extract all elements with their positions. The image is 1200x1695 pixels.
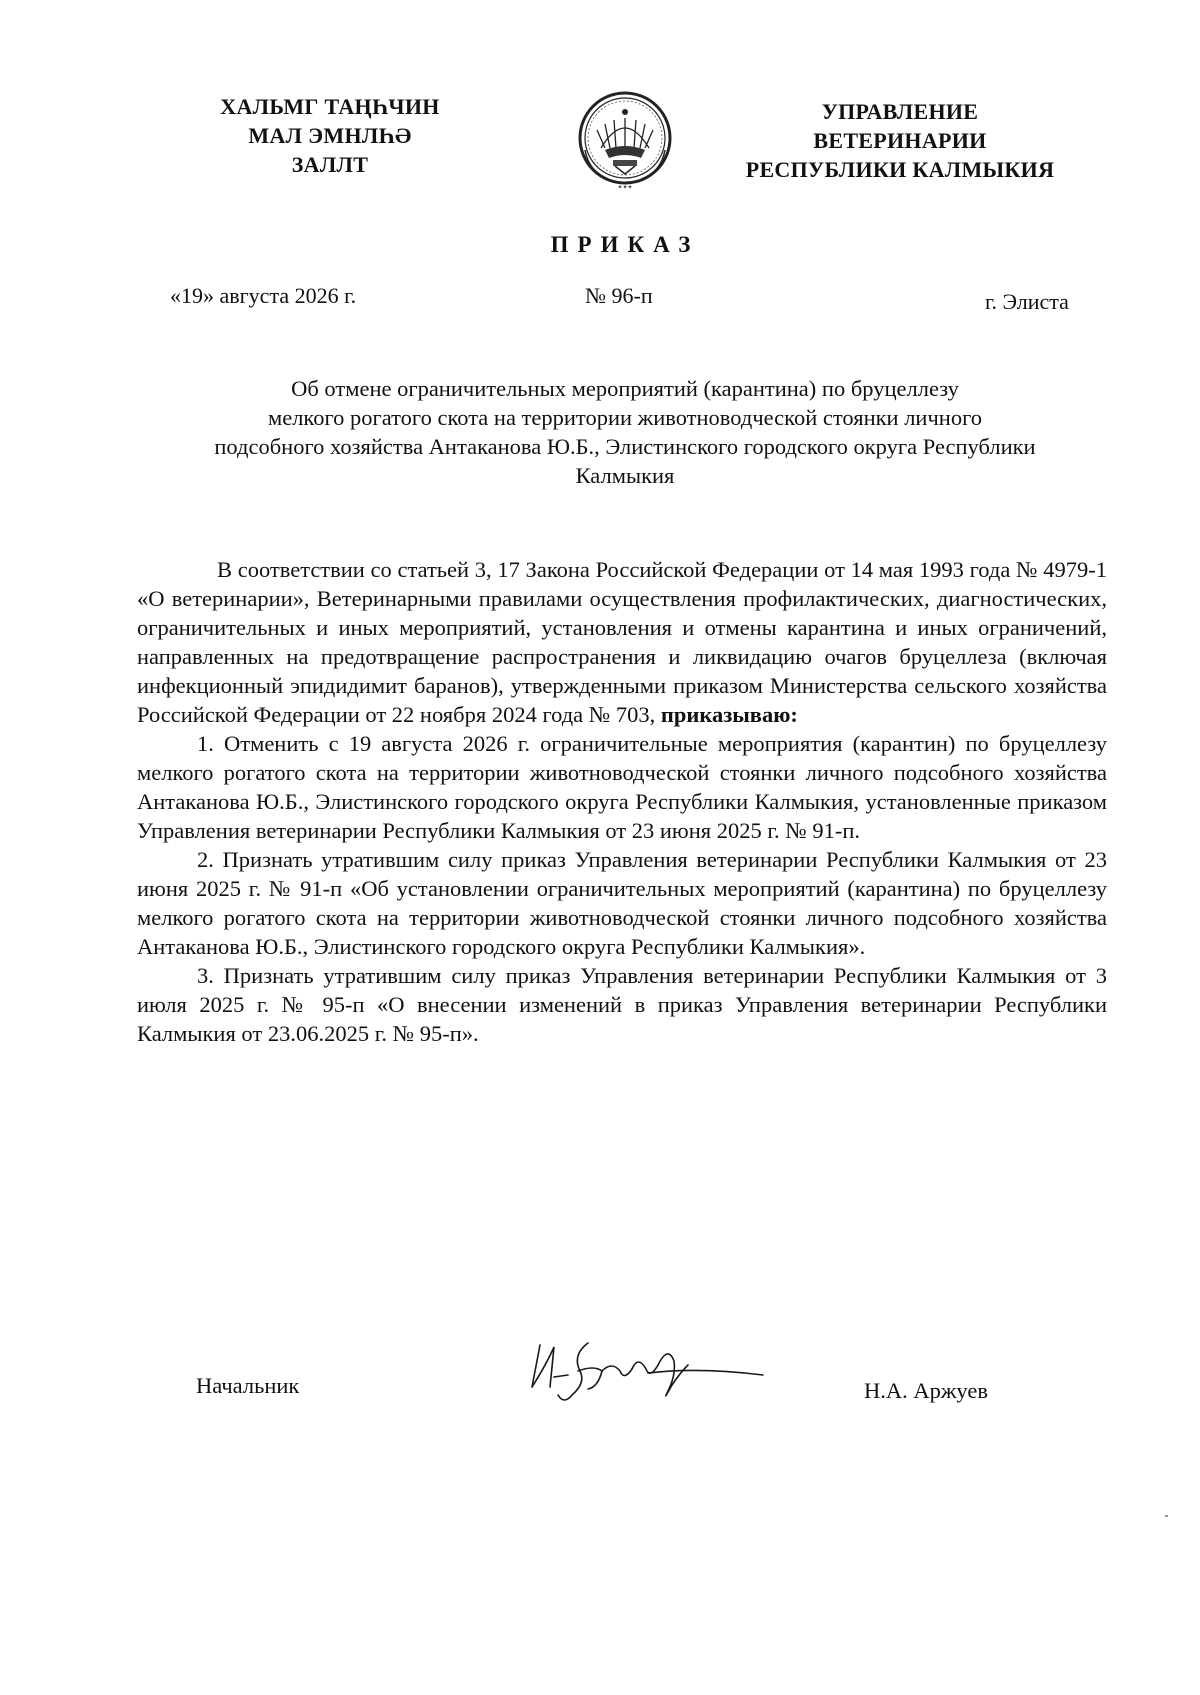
preamble-text: В соответствии со статьей 3, 17 Закона Российской Федерации от 14 мая 1993 года № 4979-1 «О ветеринарии», Ветеринарными правилами осуществления профилактических, диагностических, ограничительных и иных мероприятий, установления и отмены карантина и иных ограничений, направленных на предотвращение распространения и ликвидацию очагов бруцеллеза (включая инфекционный эпидидимит баранов), утвержденными приказом Министерства сельского хозяйства Российской Федерации от 22 ноября 2024 года № 703, <box>137 557 1107 727</box>
order-verb: приказываю: <box>660 702 798 727</box>
order-item-2: 2. Признать утратившим силу приказ Управления ветеринарии Республики Калмыкия от 23 июня 2025 г. № 91-п «Об установлении ограничительных мероприятий (карантина) по бруцеллезу мелкого рогатого скота на территории животноводческой стоянки личного подсобного хозяйства Антаканова Ю.Б., Элистинского городского округа Республики Калмыкия». <box>137 847 1107 959</box>
order-item-1: 1. Отменить с 19 августа 2026 г. ограничительные мероприятия (карантин) по бруцеллезу мелкого рогатого скота на территории животноводческой стоянки личного подсобного хозяйства Антаканова Ю.Б., Элистинского городского округа Республики Калмыкия, установленные приказом Управления ветеринарии Республики Калмыкия от 23 июня 2025 г. № 91-п. <box>137 731 1107 843</box>
org-line: УПРАВЛЕНИЕ <box>821 99 979 124</box>
handwritten-signature <box>528 1325 768 1425</box>
subject-line: Калмыкия <box>575 463 675 488</box>
preamble-paragraph <box>137 555 1107 729</box>
document-body <box>137 555 1107 1048</box>
signatory-name: Н.А. Аржуев <box>864 1378 988 1403</box>
org-name-kalmyk <box>190 92 470 179</box>
subject-line: подсобного хозяйства Антаканова Ю.Б., Элистинского городского округа Республики <box>214 434 1036 459</box>
document-date: «19» августа 2026 г. <box>170 283 357 308</box>
org-line: ХАЛЬМГ ТАҢҺЧИН <box>220 94 440 119</box>
document-number: № 96-п <box>585 283 653 308</box>
document-subject <box>130 374 1120 490</box>
svg-text:✦✦✦: ✦✦✦ <box>617 184 633 191</box>
signatory-position: Начальник <box>196 1373 300 1398</box>
kalmykia-coat-of-arms-icon <box>575 88 675 193</box>
document-type-title: ПРИКАЗ <box>550 232 700 257</box>
order-item-3: 3. Признать утратившим силу приказ Управления ветеринарии Республики Калмыкия от 3 июля 2025 г. № 95-п «О внесении изменений в приказ Управления ветеринарии Республики Калмыкия от 23.06.2025 г. № 95-п». <box>137 963 1107 1046</box>
subject-line: Об отмене ограничительных мероприятий (карантина) по бруцеллезу <box>291 376 959 401</box>
org-line: РЕСПУБЛИКИ КАЛМЫКИЯ <box>745 157 1055 182</box>
scan-speck <box>1165 1515 1168 1517</box>
document-city: г. Элиста <box>985 289 1069 314</box>
org-name-russian <box>715 97 1085 184</box>
subject-line: мелкого рогатого скота на территории животноводческой стоянки личного <box>267 405 983 430</box>
org-line: ЗАЛЛТ <box>291 152 369 177</box>
org-line: МАЛ ЭМНЛҺӘ <box>248 123 412 148</box>
org-line: ВЕТЕРИНАРИИ <box>813 128 987 153</box>
